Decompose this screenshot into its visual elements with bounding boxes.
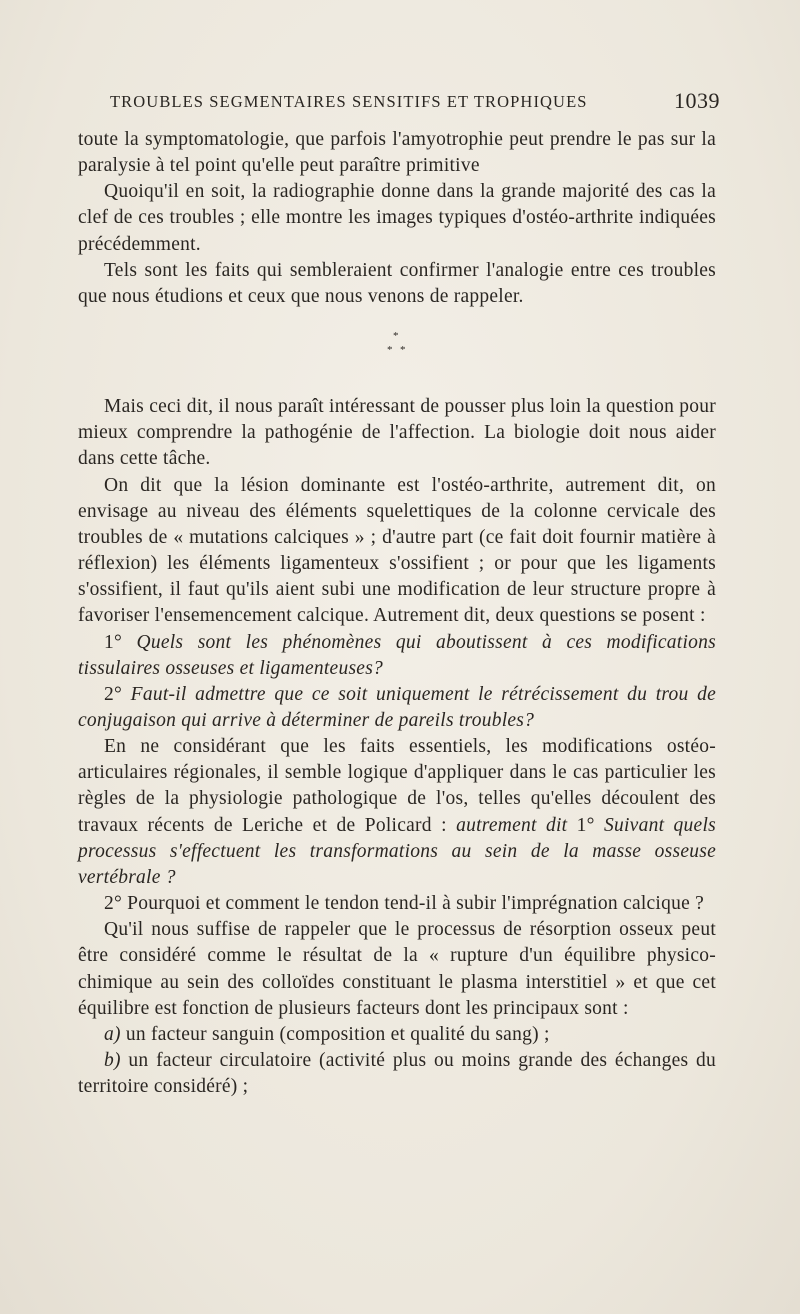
question-text: Faut-il admettre que ce soit uniquement le rétrécissement du trou de conjugaison qui arrive à déterminer de pareils troubles? (78, 683, 716, 731)
body-text (78, 127, 716, 1100)
paragraph (78, 734, 716, 891)
text-run: En ne considérant que les faits essentiels, les modifications ostéo-articulaires régionales, il semble logique d'appliquer dans le cas particulier les règles de la physiologie pathologique de l'os, telles qu'elles découlent des travaux récents de Leriche et de Policard : (78, 736, 716, 836)
separator-star: * (387, 344, 393, 357)
paragraph: Quoiqu'il en soit, la radiographie donne dans la grande majorité des cas la clef de ces troubles ; elle montre les images typiques d'ostéo-arthrite indiquées précédemment. (78, 181, 716, 255)
separator-star: * (393, 330, 399, 343)
list-item-b (78, 1048, 716, 1100)
page-number: 1039 (674, 88, 720, 113)
text-run: 1° (567, 814, 604, 836)
question-number: 1° (104, 631, 137, 653)
running-header (110, 88, 720, 112)
paragraph: Tels sont les faits qui sembleraient confirmer l'analogie entre ces troubles que nous étudions et ceux que nous venons de rappeler. (78, 259, 716, 307)
list-text: un facteur sanguin (composition et qualité du sang) ; (120, 1023, 550, 1045)
question-2 (78, 682, 716, 734)
paragraph: toute la symptomatologie, que parfois l'amyotrophie peut prendre le pas sur la paralysie à tel point qu'elle peut paraître primitive (78, 129, 716, 177)
section-separator (78, 310, 716, 394)
italic-run: Suivant quels processus s'effectuent les transformations au sein de la masse osseuse vertébrale ? (78, 814, 716, 888)
list-item-a (78, 1022, 716, 1048)
paragraph: Qu'il nous suffise de rappeler que le processus de résorption osseux peut être considéré comme le résultat de la « rupture d'un équilibre physico-chimique au sein des colloïdes constituant le plasma interstitiel » et que cet équilibre est fonction de plusieurs facteurs dont les principaux sont : (78, 919, 716, 1019)
running-title: TROUBLES SEGMENTAIRES SENSITIFS ET TROPHIQUES (110, 92, 588, 111)
list-text: un facteur circulatoire (activité plus ou moins grande des échanges du territoire considéré) ; (78, 1050, 716, 1098)
paragraph: On dit que la lésion dominante est l'ostéo-arthrite, autrement dit, on envisage au niveau des éléments squelettiques de la colonne cervicale des troubles de « mutations calciques » ; d'autre part (ce fait doit fournir matière à réflexion) les éléments ligamenteux s'ossifient ; or pour que les ligaments s'ossifient, il faut qu'ils aient subi une modification de leur structure propre à favoriser l'ensemencement calcique. Autrement dit, deux questions se posent : (78, 474, 716, 627)
separator-star: * (400, 344, 406, 357)
paragraph: Mais ceci dit, il nous paraît intéressant de pousser plus loin la question pour mieux comprendre la pathogénie de l'affection. La biologie doit nous aider dans cette tâche. (78, 396, 716, 470)
question-1 (78, 630, 716, 682)
question-number: 2° (104, 683, 131, 705)
list-label: b) (104, 1050, 121, 1071)
list-label: a) (104, 1023, 121, 1045)
paragraph: 2° Pourquoi et comment le tendon tend-il à subir l'imprégnation calcique ? (104, 893, 705, 915)
italic-run: autrement dit (456, 814, 568, 836)
question-text: Quels sont les phénomènes qui aboutissent à ces modifications tissulaires osseuses et ligamenteuses? (78, 631, 716, 679)
